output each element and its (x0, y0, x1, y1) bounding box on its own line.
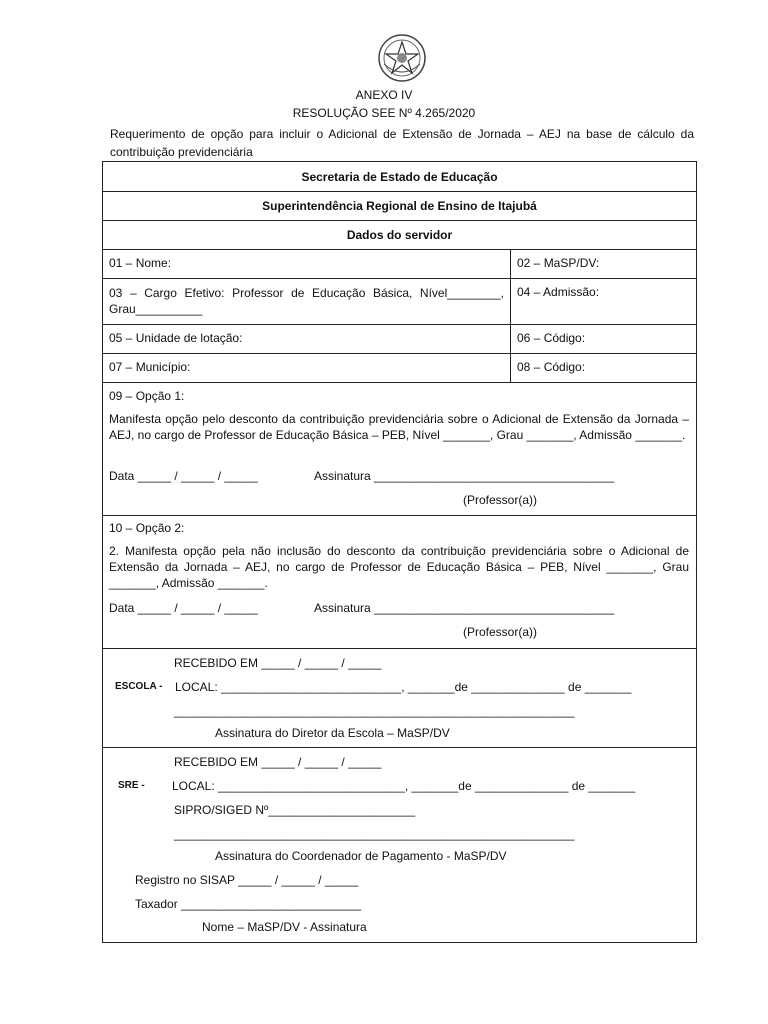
field-codigo-unidade[interactable]: 06 – Código: (517, 331, 586, 345)
opcao-2-section (103, 515, 696, 648)
sre-local[interactable]: LOCAL: ____________________________, _______de ______________ de _______ (172, 779, 636, 793)
opcao-2-professor-label: (Professor(a)) (463, 625, 538, 639)
escola-label: ESCOLA - (115, 681, 163, 692)
request-form (102, 161, 697, 943)
field-nome[interactable]: 01 – Nome: (103, 250, 511, 278)
sre-received-date[interactable]: RECEBIDO EM _____ / _____ / _____ (174, 755, 382, 769)
field-admissao[interactable]: 04 – Admissão: (517, 285, 600, 299)
opcao-2-signature[interactable]: Assinatura ____________________________________ (314, 601, 615, 615)
escola-received-date[interactable]: RECEBIDO EM _____ / _____ / _____ (174, 656, 382, 670)
resolution-title: RESOLUÇÃO SEE Nº 4.265/2020 (292, 106, 476, 120)
dados-servidor-heading: Dados do servidor (103, 220, 696, 249)
opcao-1-text: Manifesta opção pelo desconto da contribuição previdenciária sobre o Adicional de Extensão da Jornada – AEJ, no cargo de Professor de Educação Básica – PEB, Nível _______, Grau _______, Admissão _______. (109, 412, 689, 442)
row-nome (103, 249, 696, 278)
escola-local[interactable]: LOCAL: ___________________________, _______de ______________ de _______ (175, 680, 632, 694)
row-cargo (103, 278, 696, 324)
row-municipio (103, 353, 696, 382)
field-cargo[interactable]: 03 – Cargo Efetivo: Professor de Educação Básica, Nível________, Grau__________ (103, 279, 511, 324)
sre-signature-label: Assinatura do Coordenador de Pagamento - MaSP/DV (215, 849, 507, 863)
opcao-1-professor-label: (Professor(a)) (463, 493, 538, 507)
opcao-2-title: 10 – Opção 2: (109, 521, 185, 535)
row-unidade (103, 324, 696, 353)
field-municipio[interactable]: 07 – Município: (103, 354, 511, 382)
field-unidade[interactable]: 05 – Unidade de lotação: (103, 325, 511, 353)
opcao-2-text: 2. Manifesta opção pela não inclusão do desconto da contribuição previdenciária sobre o Adicional de Extensão da Jornada – AEJ, no cargo de Professor de Educação Básica – PEB, Nível _______, Grau _______, Admissão _______. (109, 544, 689, 590)
coat-of-arms-seal (378, 34, 426, 82)
escola-signature-line[interactable]: ____________________________________________________________ (174, 704, 575, 718)
superintendencia-heading: Superintendência Regional de Ensino de Itajubá (103, 191, 696, 220)
field-masp[interactable]: 02 – MaSP/DV: (517, 256, 600, 270)
opcao-1-section (103, 382, 696, 515)
opcao-2-date[interactable]: Data _____ / _____ / _____ (109, 601, 258, 615)
sre-section (103, 747, 696, 942)
request-description: Requerimento de opção para incluir o Adicional de Extensão de Jornada – AEJ na base de cálculo da contribuição previdenciária (110, 127, 694, 159)
sre-nome-label: Nome – MaSP/DV - Assinatura (202, 920, 367, 934)
sre-label: SRE - (118, 780, 145, 791)
field-codigo-municipio[interactable]: 08 – Código: (517, 360, 586, 374)
sre-taxador[interactable]: Taxador ___________________________ (135, 897, 362, 911)
annex-title: ANEXO IV (355, 88, 413, 102)
opcao-1-signature[interactable]: Assinatura ____________________________________ (314, 469, 615, 483)
sre-sipro[interactable]: SIPRO/SIGED Nº______________________ (174, 803, 416, 817)
opcao-1-date[interactable]: Data _____ / _____ / _____ (109, 469, 258, 483)
sre-registro-sisap[interactable]: Registro no SISAP _____ / _____ / _____ (135, 873, 359, 887)
escola-signature-label: Assinatura do Diretor da Escola – MaSP/DV (215, 726, 450, 740)
secretaria-heading: Secretaria de Estado de Educação (301, 169, 498, 184)
sre-signature-line[interactable]: ____________________________________________________________ (174, 827, 575, 841)
opcao-1-title: 09 – Opção 1: (109, 389, 185, 403)
escola-section (103, 648, 696, 747)
